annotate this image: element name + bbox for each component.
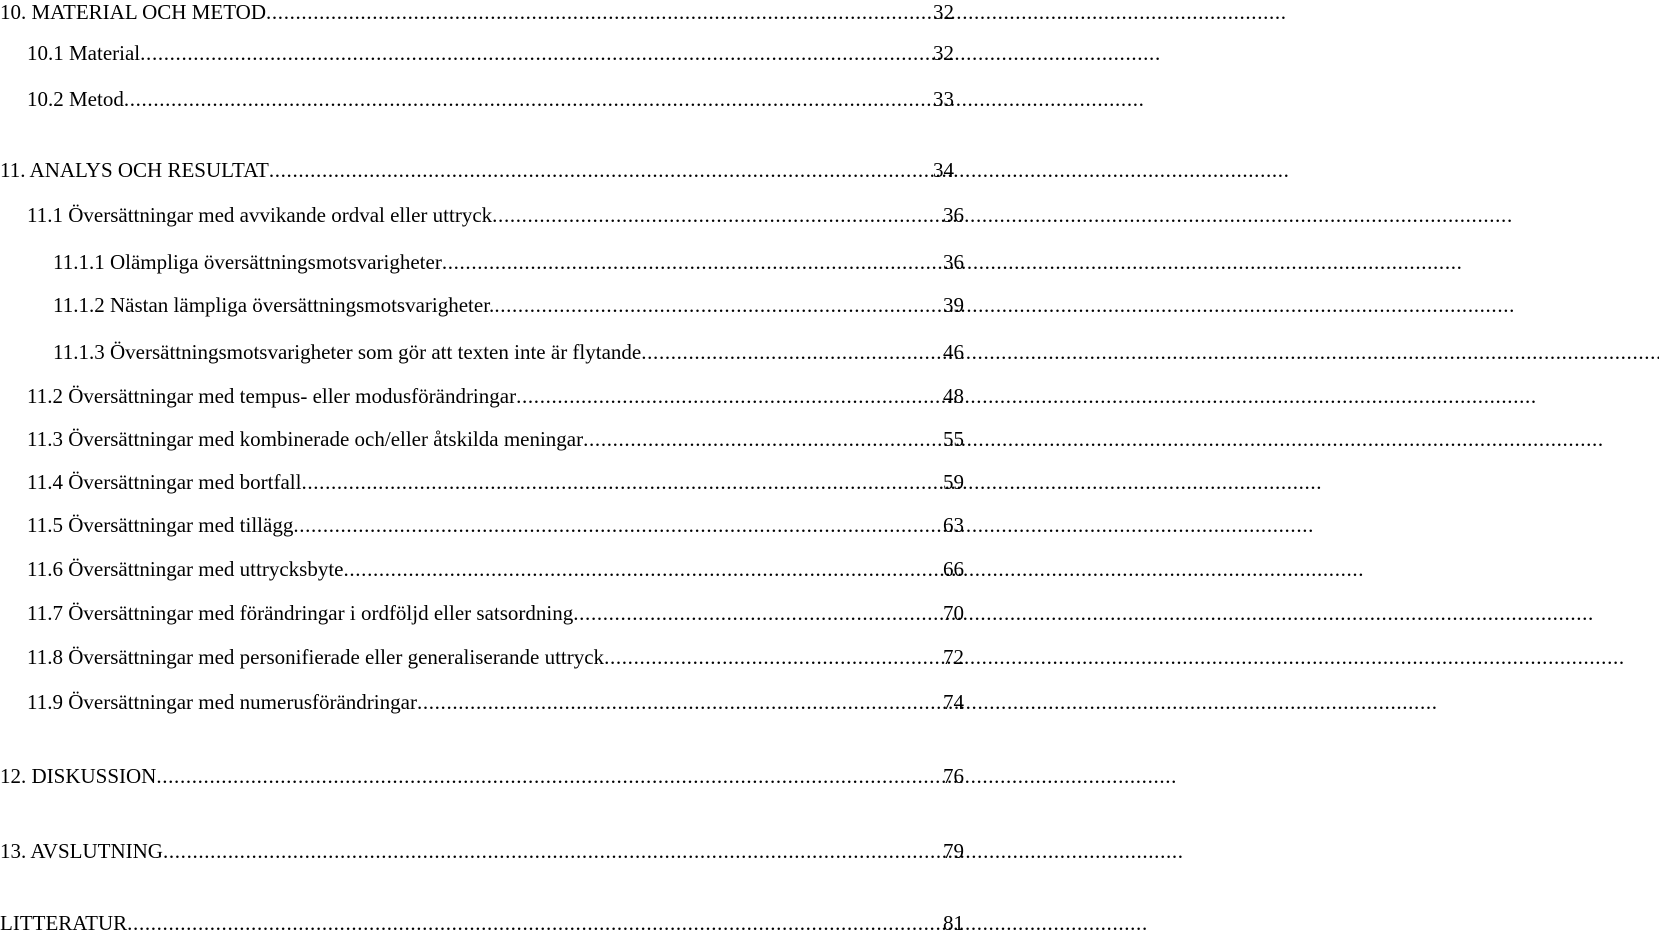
toc-entry-page: 74 <box>943 690 964 714</box>
toc-entry-11-1[interactable] <box>27 200 964 230</box>
toc-entry-title: 11.6 Översättningar med uttrycksbyte <box>27 557 344 581</box>
dot-leader <box>492 200 941 230</box>
toc-entry-title: 11.1 Översättningar med avvikande ordval eller uttryck <box>27 203 493 227</box>
toc-entry-11-8[interactable] <box>27 642 964 672</box>
dot-leader <box>442 247 941 277</box>
dot-leader <box>156 761 941 791</box>
dot-leader <box>127 908 941 938</box>
toc-entry-page: 32 <box>933 41 954 65</box>
toc-entry-10-2[interactable] <box>27 84 954 114</box>
toc-entry-10[interactable] <box>0 0 954 27</box>
dot-leader <box>641 337 941 367</box>
toc-entry-10-1[interactable] <box>27 38 954 68</box>
toc-entry-11-1-2[interactable] <box>53 290 964 320</box>
toc-entry-title: 13. AVSLUTNING <box>0 839 163 863</box>
toc-entry-11-1-1[interactable] <box>53 247 964 277</box>
dot-leader <box>293 510 941 540</box>
dot-leader <box>573 598 941 628</box>
toc-entry-title: 11.7 Översättningar med förändringar i ordföljd eller satsordning <box>27 601 574 625</box>
dot-leader <box>301 467 941 497</box>
toc-entry-title: 11.2 Översättningar med tempus- eller modusförändringar <box>27 384 517 408</box>
dot-leader <box>343 554 941 584</box>
toc-entry-title: LITTERATUR <box>0 911 128 935</box>
toc-entry-title: 10.1 Material <box>27 41 141 65</box>
toc-entry-page: 76 <box>943 764 964 788</box>
toc-entry-title: 10.2 Metod <box>27 87 124 111</box>
toc-entry-page: 66 <box>943 557 964 581</box>
toc-entry-page: 34 <box>933 158 954 182</box>
dot-leader <box>140 38 931 68</box>
toc-entry-11-5[interactable] <box>27 510 964 540</box>
toc-entry-title: 10. MATERIAL OCH METOD <box>0 0 266 24</box>
dot-leader <box>417 687 941 717</box>
toc-entry-page: 48 <box>943 384 964 408</box>
toc-entry-page: 32 <box>933 0 954 24</box>
toc-entry-page: 72 <box>943 645 964 669</box>
toc-entry-page: 36 <box>943 203 964 227</box>
toc-entry-title: 11.9 Översättningar med numerusförändringar <box>27 690 417 714</box>
toc-entry-11-2[interactable] <box>27 381 964 411</box>
toc-entry-11-7[interactable] <box>27 598 964 628</box>
toc-entry-page: 63 <box>943 513 964 537</box>
toc-entry-11-9[interactable] <box>27 687 964 717</box>
toc-entry-11[interactable] <box>0 155 954 185</box>
toc-entry-title: 11.1.3 Översättningsmotsvarigheter som gör att texten inte är flytande <box>53 340 642 364</box>
dot-leader <box>124 84 931 114</box>
dot-leader <box>266 0 931 27</box>
dot-leader <box>583 424 941 454</box>
toc-entry-11-4[interactable] <box>27 467 964 497</box>
toc-entry-page: 46 <box>943 340 964 364</box>
toc-entry-page: 70 <box>943 601 964 625</box>
toc-entry-title: 11.4 Översättningar med bortfall <box>27 470 302 494</box>
toc-entry-title: 11.3 Översättningar med kombinerade och/eller åtskilda meningar <box>27 427 584 451</box>
toc-entry-11-3[interactable] <box>27 424 964 454</box>
dot-leader <box>163 836 941 866</box>
toc-entry-page: 79 <box>943 839 964 863</box>
toc-entry-page: 59 <box>943 470 964 494</box>
toc-entry-title: 11.1.2 Nästan lämpliga översättningsmotsvarigheter. <box>53 293 495 317</box>
dot-leader <box>269 155 931 185</box>
toc-entry-title: 12. DISKUSSION <box>0 764 157 788</box>
toc-entry-title: 11. ANALYS OCH RESULTAT <box>0 158 269 182</box>
toc-entry-title: 11.5 Översättningar med tillägg <box>27 513 294 537</box>
toc-entry-title: 11.8 Översättningar med personifierade eller generaliserande uttryck <box>27 645 605 669</box>
toc-entry-13[interactable] <box>0 836 964 866</box>
dot-leader <box>604 642 941 672</box>
toc-entry-title: 11.1.1 Olämpliga översättningsmotsvarigheter <box>53 250 442 274</box>
toc-entry-page: 36 <box>943 250 964 274</box>
toc-entry-11-6[interactable] <box>27 554 964 584</box>
toc-entry-11-1-3[interactable] <box>53 337 964 367</box>
dot-leader <box>516 381 941 411</box>
toc-entry-12[interactable] <box>0 761 964 791</box>
toc-entry-page: 81 <box>943 911 964 935</box>
toc-entry-page: 33 <box>933 87 954 111</box>
toc-entry-litteratur[interactable] <box>0 908 964 938</box>
dot-leader <box>494 290 941 320</box>
toc-entry-page: 55 <box>943 427 964 451</box>
toc-entry-page: 39 <box>943 293 964 317</box>
